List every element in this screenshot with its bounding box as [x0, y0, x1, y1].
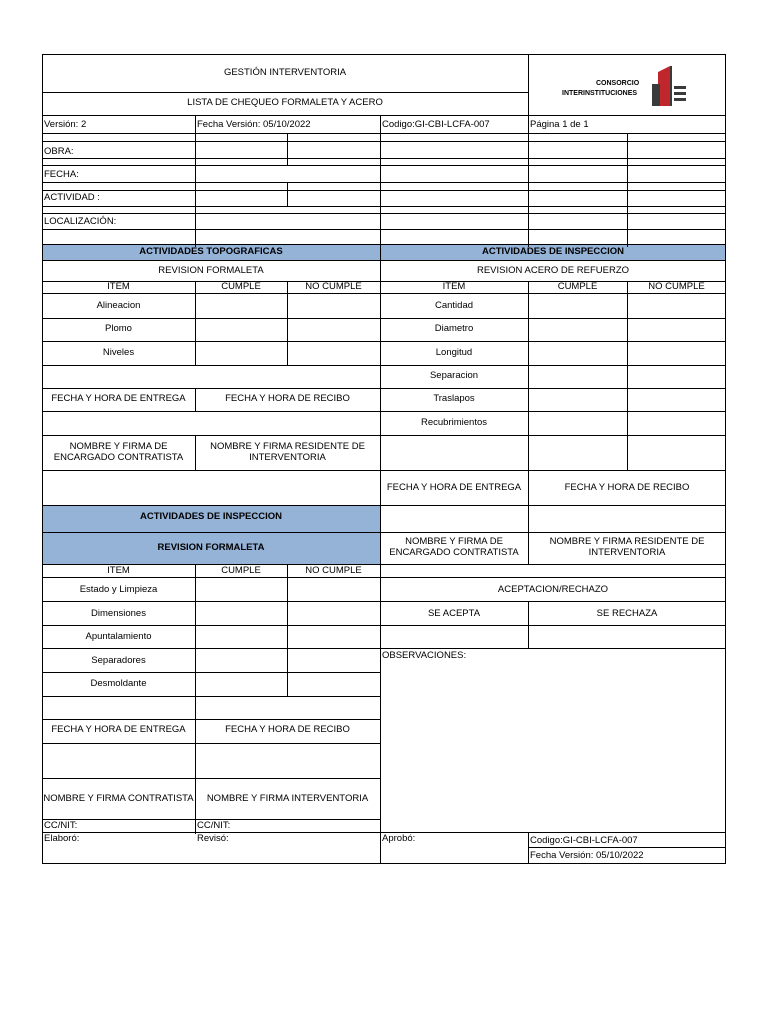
- inspeccion-firma-contratista: NOMBRE Y FIRMA CONTRATISTA: [43, 793, 194, 804]
- topo-entrega-label: FECHA Y HORA DE ENTREGA: [51, 393, 186, 404]
- inspeccion-col-cumple: CUMPLE: [221, 565, 261, 576]
- logo-line1: CONSORCIO: [596, 80, 640, 87]
- topo-item: Niveles: [102, 347, 135, 358]
- observaciones-label: OBSERVACIONES:: [382, 650, 467, 661]
- topo-recibo-label: FECHA Y HORA DE RECIBO: [225, 393, 350, 404]
- fecha-label: FECHA:: [44, 169, 79, 180]
- inspeccion-item: Dimensiones: [91, 608, 146, 619]
- acero-item: Cantidad: [434, 300, 474, 311]
- codigo: Codigo:GI-CBI-LCFA-007: [382, 119, 490, 130]
- topo-item: Alineacion: [96, 300, 141, 311]
- inspeccion-recibo-label: FECHA Y HORA DE RECIBO: [225, 724, 350, 735]
- ccnit-1: CC/NIT:: [44, 820, 78, 831]
- topo-col-item: ITEM: [107, 281, 130, 292]
- acero-col-cumple: CUMPLE: [557, 281, 598, 292]
- acero-item: Diametro: [434, 323, 474, 334]
- inspeccion-item: Apuntalamiento: [85, 631, 152, 642]
- inspeccion-subtitle: REVISION FORMALETA: [157, 542, 265, 553]
- form-subtitle: LISTA DE CHEQUEO FORMALETA Y ACERO: [187, 97, 383, 108]
- inspeccion-entrega-label: FECHA Y HORA DE ENTREGA: [51, 724, 186, 735]
- inspeccion-title: ACTIVIDADES DE INSPECCION: [140, 511, 282, 522]
- inspeccion-item: Desmoldante: [90, 678, 147, 689]
- acero-item: Traslapos: [433, 393, 475, 404]
- se-rechaza-label: SE RECHAZA: [596, 608, 658, 619]
- acero-entrega-label: FECHA Y HORA DE ENTREGA: [386, 482, 522, 493]
- topo-subtitle: REVISION FORMALETA: [158, 265, 264, 276]
- topo-firma-contratista: NOMBRE Y FIRMA DE ENCARGADO CONTRATISTA: [53, 441, 184, 463]
- aceptacion-label: ACEPTACION/RECHAZO: [497, 584, 609, 595]
- se-acepta-label: SE ACEPTA: [427, 608, 481, 619]
- acero-item: Longitud: [435, 347, 473, 358]
- aprobo-label: Aprobó:: [382, 833, 416, 844]
- form-title: GESTIÓN INTERVENTORIA: [223, 67, 347, 78]
- acero-col-item: ITEM: [442, 281, 466, 292]
- consorcio-logo: [560, 64, 690, 108]
- building-icon: [648, 64, 688, 108]
- footer-codigo: Codigo:GI-CBI-LCFA-007: [530, 835, 638, 846]
- topo-item: Plomo: [105, 323, 132, 334]
- ccnit-2: CC/NIT:: [197, 820, 231, 831]
- acero-subtitle: REVISION ACERO DE REFUERZO: [476, 265, 630, 276]
- acero-title: ACTIVIDADES DE INSPECCION: [482, 246, 624, 257]
- acero-item: Separacion: [429, 370, 479, 381]
- inspeccion-col-no-cumple: NO CUMPLE: [305, 565, 362, 576]
- acero-item: Recubrimientos: [421, 417, 487, 428]
- localizacion-label: LOCALIZACIÓN:: [44, 216, 117, 227]
- topo-firma-residente: NOMBRE Y FIRMA RESIDENTE DE INTERVENTORIA: [210, 441, 365, 463]
- topo-title: ACTIVIDADES TOPOGRAFICAS: [139, 246, 283, 257]
- acero-col-no-cumple: NO CUMPLE: [648, 281, 705, 292]
- version: Versión: 2: [44, 119, 87, 130]
- logo-line2: INTERINSTITUCIONES: [562, 90, 638, 97]
- actividad-label: ACTIVIDAD :: [44, 192, 100, 203]
- elaboro-label: Elaboró:: [44, 833, 80, 844]
- inspeccion-firma-interventoria: NOMBRE Y FIRMA INTERVENTORIA: [206, 793, 369, 804]
- acero-recibo-label: FECHA Y HORA DE RECIBO: [564, 482, 690, 493]
- acero-firma-contratista: NOMBRE Y FIRMA DE ENCARGADO CONTRATISTA: [389, 536, 519, 558]
- acero-firma-residente: NOMBRE Y FIRMA RESIDENTE DE INTERVENTORIA: [549, 536, 705, 558]
- reviso-label: Revisó:: [197, 833, 229, 844]
- inspeccion-col-item: ITEM: [107, 565, 130, 576]
- pagina: Página 1 de 1: [530, 119, 589, 130]
- inspeccion-item: Separadores: [91, 655, 146, 666]
- footer-fecha-version: Fecha Versión: 05/10/2022: [530, 850, 644, 861]
- topo-col-cumple: CUMPLE: [221, 281, 261, 292]
- obra-label: OBRA:: [44, 146, 74, 157]
- topo-col-no-cumple: NO CUMPLE: [305, 281, 362, 292]
- inspeccion-item: Estado y Limpieza: [79, 584, 158, 595]
- fecha-version: Fecha Versión: 05/10/2022: [197, 119, 311, 130]
